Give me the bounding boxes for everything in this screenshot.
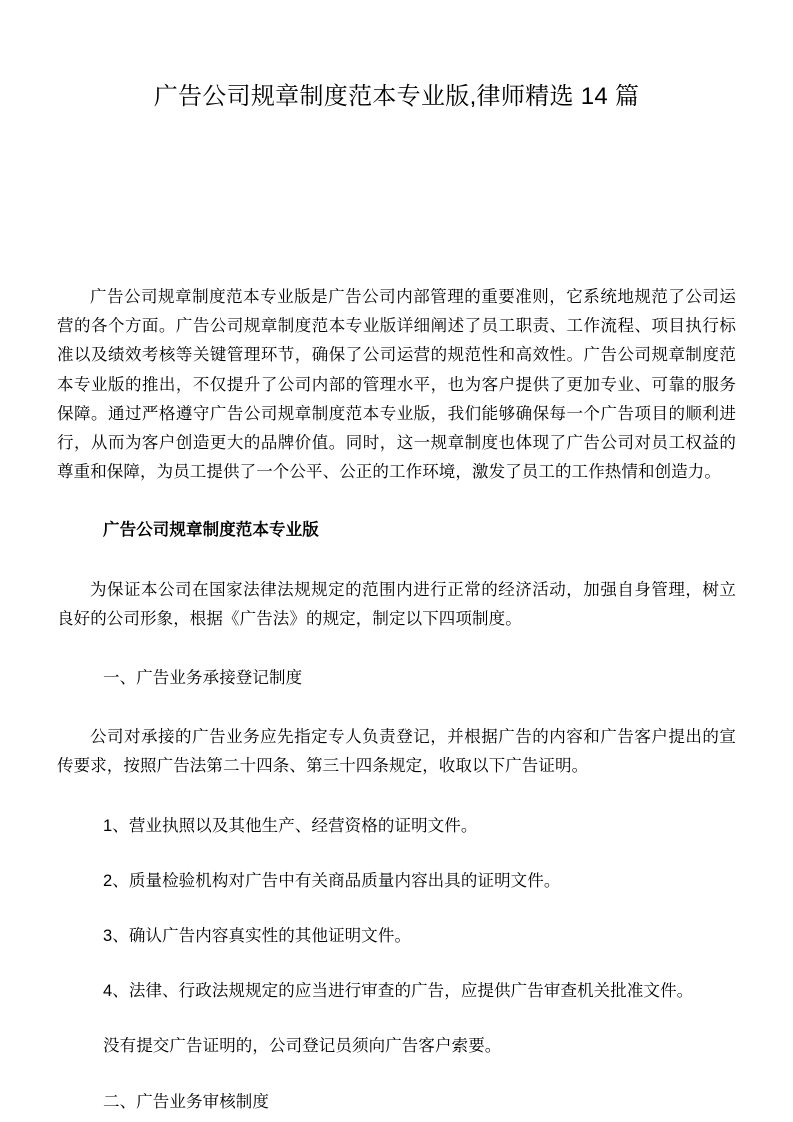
purpose-paragraph: 为保证本公司在国家法律法规规定的范围内进行正常的经济活动，加强自身管理，树立良好的公司形象，根据《广告法》的规定，制定以下四项制度。 — [57, 580, 736, 628]
spacer — [57, 1006, 736, 1032]
heading-section-one: 一、广告业务承接登记制度 — [103, 669, 303, 688]
spacer — [57, 546, 736, 576]
document-body — [57, 283, 736, 1117]
registration-paragraph: 公司对承接的广告业务应先指定专人负责登记，并根据广告的内容和广告客户提出的宣传要求，按照广告法第二十四条、第三十四条规定，收取以下广告证明。 — [57, 728, 736, 776]
spacer — [57, 841, 736, 867]
spacer — [57, 693, 736, 723]
list-item: 2、质量检验机构对广告中有关商品质量内容出具的证明文件。 — [103, 871, 561, 890]
heading-section-two: 二、广告业务审核制度 — [103, 1092, 269, 1111]
spacer — [57, 634, 736, 664]
spacer — [57, 1062, 736, 1088]
list-item: 4、法律、行政法规规定的应当进行审查的广告，应提供广告审查机关批准文件。 — [103, 982, 694, 1001]
closing-note: 没有提交广告证明的，公司登记员须向广告客户索要。 — [103, 1037, 502, 1056]
spacer — [57, 896, 736, 922]
intro-paragraph: 广告公司规章制度范本专业版是广告公司内部管理的重要准则，它系统地规范了公司运营的各个方面。广告公司规章制度范本专业版详细阐述了员工职责、工作流程、项目执行标准以及绩效考核等关键管理环节，确保了公司运营的规范性和高效性。广告公司规章制度范本专业版的推出，不仅提升了公司内部的管理水平，也为客户提供了更加专业、可靠的服务保障。通过严格遵守广告公司规章制度范本专业版，我们能够确保每一个广告项目的顺利进行，从而为客户创造更大的品牌价值。同时，这一规章制度也体现了广告公司对员工权益的尊重和保障，为员工提供了一个公平、公正的工作环境，激发了员工的工作热情和创造力。 — [57, 288, 736, 482]
spacer — [57, 951, 736, 977]
section-title-heading: 广告公司规章制度范本专业版 — [103, 521, 319, 540]
spacer — [57, 782, 736, 812]
spacer — [57, 487, 736, 516]
page-title: 广告公司规章制度范本专业版,律师精选 14 篇 — [153, 83, 640, 111]
list-item: 3、确认广告内容真实性的其他证明文件。 — [103, 927, 412, 946]
list-item: 1、营业执照以及其他生产、经营资格的证明文件。 — [103, 816, 478, 835]
